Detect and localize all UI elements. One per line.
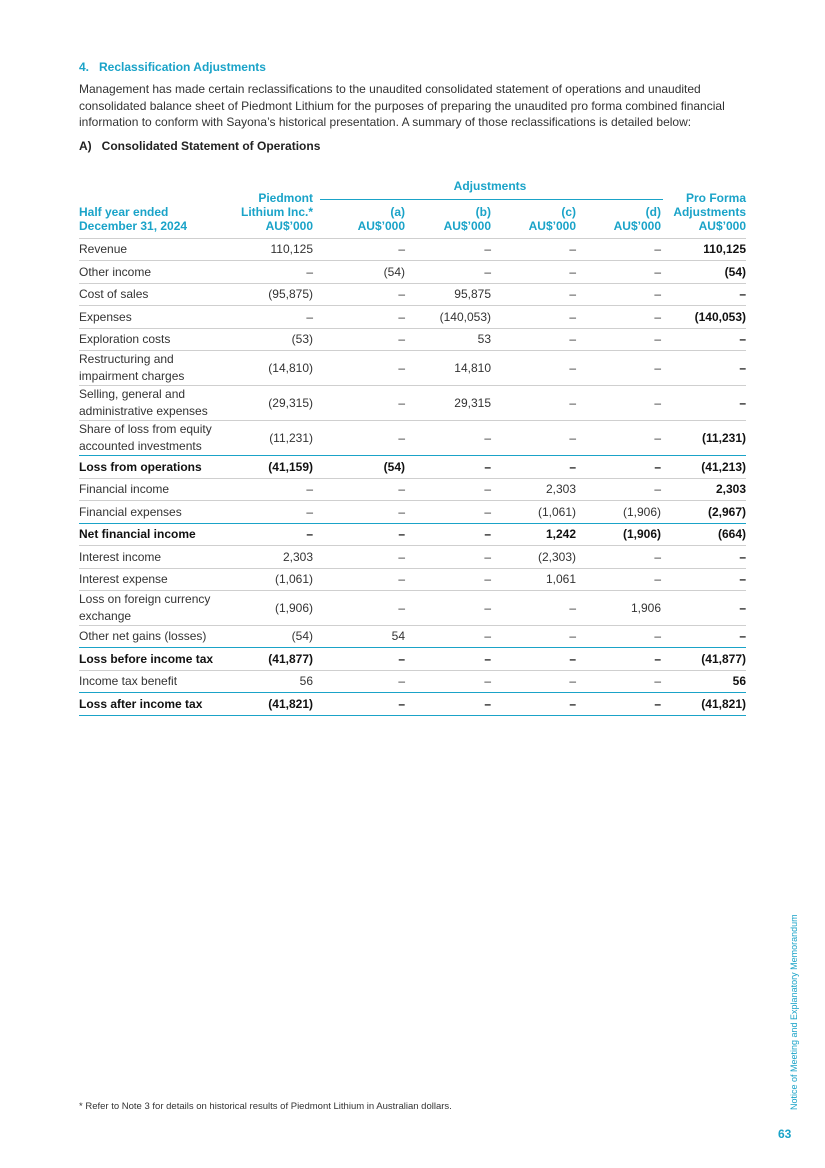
row-label: Loss before income tax bbox=[79, 651, 214, 666]
subsection-number: A) bbox=[79, 139, 92, 153]
table-row bbox=[79, 455, 746, 478]
row-value: (11,231) bbox=[701, 430, 746, 445]
row-value: – bbox=[739, 549, 746, 564]
table-row bbox=[79, 590, 746, 625]
header-adjustments: Adjustments bbox=[453, 179, 527, 193]
row-value: – bbox=[306, 504, 313, 519]
row-value: 1,906 bbox=[630, 600, 661, 615]
subsection-title-text: Consolidated Statement of Operations bbox=[101, 139, 321, 153]
row-label: Net financial income bbox=[79, 527, 196, 541]
row-value: (53) bbox=[291, 332, 313, 346]
row-value: – bbox=[398, 549, 405, 564]
row-value: – bbox=[569, 674, 576, 688]
row-value: – bbox=[569, 332, 576, 346]
row-value: – bbox=[484, 572, 491, 586]
row-value: – bbox=[398, 430, 405, 445]
row-value: – bbox=[398, 395, 405, 410]
table-row bbox=[79, 238, 746, 260]
table-row bbox=[79, 500, 746, 523]
header-col-c bbox=[500, 205, 576, 233]
row-value: – bbox=[654, 459, 661, 474]
row-label: Financial expenses bbox=[79, 504, 182, 519]
header-col-b-line1: (b) bbox=[475, 205, 491, 219]
page-number: 63 bbox=[778, 1127, 792, 1141]
row-value: (664) bbox=[717, 527, 746, 541]
table-row bbox=[79, 385, 746, 420]
row-value: – bbox=[654, 482, 661, 496]
header-col-d-line1: (d) bbox=[645, 205, 661, 219]
row-value: (41,821) bbox=[701, 696, 746, 711]
row-value: – bbox=[569, 264, 576, 279]
header-piedmont-line3: AU$’000 bbox=[265, 219, 313, 233]
header-col-c-line1: (c) bbox=[561, 205, 576, 219]
row-value: 2,303 bbox=[282, 549, 313, 564]
row-value: 29,315 bbox=[454, 395, 491, 410]
row-value: (54) bbox=[383, 264, 405, 279]
row-value: 56 bbox=[732, 674, 746, 688]
row-value: – bbox=[484, 600, 491, 615]
row-label: Selling, general and administrative expenses bbox=[79, 387, 208, 418]
row-value: – bbox=[739, 287, 746, 301]
row-label: Interest expense bbox=[79, 572, 168, 586]
row-value: (1,061) bbox=[274, 572, 313, 586]
statement-table bbox=[79, 238, 746, 716]
row-value: – bbox=[398, 572, 405, 586]
row-value: – bbox=[484, 629, 491, 643]
row-value: (1,906) bbox=[622, 527, 661, 541]
row-value: (2,303) bbox=[537, 549, 576, 564]
row-value: – bbox=[306, 482, 313, 496]
table-row bbox=[79, 625, 746, 647]
header-pro-forma-line1: Pro Forma bbox=[685, 191, 746, 205]
row-value: – bbox=[398, 332, 405, 346]
row-value: (11,231) bbox=[269, 430, 313, 445]
row-label: Interest income bbox=[79, 549, 162, 564]
row-value: – bbox=[398, 309, 405, 324]
table-row bbox=[79, 523, 746, 545]
header-piedmont-line2: Lithium Inc.* bbox=[241, 205, 313, 219]
row-value: – bbox=[484, 674, 491, 688]
row-value: – bbox=[306, 264, 313, 279]
row-value: – bbox=[569, 459, 576, 474]
row-value: (140,053) bbox=[694, 309, 746, 324]
row-value: (41,821) bbox=[268, 696, 313, 711]
header-col-c-line2: AU$’000 bbox=[528, 219, 576, 233]
row-value: 2,303 bbox=[545, 482, 576, 496]
row-value: – bbox=[306, 309, 313, 324]
header-col-a-line1: (a) bbox=[390, 205, 405, 219]
subsection-title bbox=[79, 139, 320, 153]
adjustments-rule bbox=[320, 199, 663, 200]
row-value: – bbox=[398, 600, 405, 615]
row-value: – bbox=[654, 264, 661, 279]
row-label: Loss from operations bbox=[79, 459, 202, 474]
row-value: – bbox=[484, 549, 491, 564]
header-col-a bbox=[330, 205, 405, 233]
row-value: (54) bbox=[724, 264, 746, 279]
row-value: – bbox=[484, 527, 491, 541]
row-value: – bbox=[654, 651, 661, 666]
table-row bbox=[79, 260, 746, 283]
row-value: – bbox=[569, 696, 576, 711]
row-value: – bbox=[398, 527, 405, 541]
row-value: – bbox=[398, 287, 405, 301]
row-value: – bbox=[654, 309, 661, 324]
row-value: – bbox=[484, 482, 491, 496]
intro-paragraph: Management has made certain reclassifications to the unaudited consolidated statement of operations and unaudited consolidated balance sheet of Piedmont Lithium for the purposes of preparing the unaudited pro forma combined financial information to conform with Sayona’s historical presentation. A summary of those reclassifications is detailed below: bbox=[79, 82, 725, 129]
row-value: – bbox=[484, 504, 491, 519]
row-value: (41,213) bbox=[701, 459, 746, 474]
row-value: – bbox=[569, 360, 576, 375]
table-row bbox=[79, 545, 746, 568]
row-value: – bbox=[484, 459, 491, 474]
row-value: (2,967) bbox=[707, 504, 746, 519]
row-value: – bbox=[569, 242, 576, 256]
row-value: (1,906) bbox=[622, 504, 661, 519]
table-row bbox=[79, 328, 746, 350]
row-value: – bbox=[398, 242, 405, 256]
row-value: – bbox=[484, 651, 491, 666]
header-pro-forma-line3: AU$’000 bbox=[698, 219, 746, 233]
header-piedmont-line1: Piedmont bbox=[258, 191, 313, 205]
row-label: Cost of sales bbox=[79, 287, 149, 301]
table-row bbox=[79, 692, 746, 716]
row-value: – bbox=[654, 332, 661, 346]
row-value: – bbox=[484, 696, 491, 711]
header-pro-forma-line2: Adjustments bbox=[673, 205, 746, 219]
row-value: – bbox=[739, 360, 746, 375]
section-title-text: Reclassification Adjustments bbox=[99, 60, 266, 74]
table-row bbox=[79, 420, 746, 455]
table-row bbox=[79, 647, 746, 670]
row-value: – bbox=[654, 572, 661, 586]
table-row bbox=[79, 350, 746, 385]
table-row bbox=[79, 283, 746, 305]
row-value: 1,061 bbox=[545, 572, 576, 586]
row-value: – bbox=[484, 242, 491, 256]
section-number: 4. bbox=[79, 60, 90, 74]
row-value: 95,875 bbox=[454, 287, 491, 301]
table-row bbox=[79, 670, 746, 692]
header-piedmont bbox=[220, 191, 313, 233]
row-value: 56 bbox=[299, 674, 313, 688]
row-value: – bbox=[739, 332, 746, 346]
row-value: – bbox=[398, 674, 405, 688]
row-value: – bbox=[569, 309, 576, 324]
header-period-line1: Half year ended bbox=[79, 205, 169, 219]
row-value: – bbox=[569, 600, 576, 615]
header-col-a-line2: AU$’000 bbox=[357, 219, 405, 233]
header-period-line2: December 31, 2024 bbox=[79, 219, 188, 233]
row-label: Expenses bbox=[79, 309, 132, 324]
row-value: – bbox=[654, 549, 661, 564]
row-label: Financial income bbox=[79, 482, 170, 496]
row-value: – bbox=[569, 629, 576, 643]
row-value: – bbox=[654, 287, 661, 301]
row-label: Exploration costs bbox=[79, 332, 171, 346]
row-value: – bbox=[569, 430, 576, 445]
row-value: 110,125 bbox=[270, 242, 313, 256]
row-label: Share of loss from equity accounted investments bbox=[79, 422, 212, 453]
row-value: 54 bbox=[391, 629, 405, 643]
row-value: (14,810) bbox=[268, 360, 313, 375]
row-value: – bbox=[398, 482, 405, 496]
row-value: – bbox=[654, 395, 661, 410]
row-label: Loss after income tax bbox=[79, 696, 203, 711]
row-value: – bbox=[398, 696, 405, 711]
header-col-d bbox=[585, 205, 661, 233]
row-value: – bbox=[569, 395, 576, 410]
row-label: Other income bbox=[79, 264, 152, 279]
row-value: (29,315) bbox=[268, 395, 313, 410]
row-value: 110,125 bbox=[703, 242, 746, 256]
row-value: 2,303 bbox=[715, 482, 746, 496]
row-value: 1,242 bbox=[545, 527, 576, 541]
row-value: – bbox=[654, 242, 661, 256]
row-value: – bbox=[739, 395, 746, 410]
header-period bbox=[79, 205, 187, 233]
row-value: – bbox=[654, 674, 661, 688]
row-value: – bbox=[739, 572, 746, 586]
row-label: Restructuring and impairment charges bbox=[79, 352, 185, 383]
row-label: Other net gains (losses) bbox=[79, 629, 207, 643]
row-value: – bbox=[398, 504, 405, 519]
row-value: (140,053) bbox=[439, 309, 491, 324]
row-value: – bbox=[654, 360, 661, 375]
row-value: (54) bbox=[383, 459, 405, 474]
row-value: (41,877) bbox=[268, 651, 313, 666]
row-value: – bbox=[484, 264, 491, 279]
footnote: * Refer to Note 3 for details on historical results of Piedmont Lithium in Australian dollars. bbox=[79, 1101, 452, 1112]
row-value: – bbox=[398, 651, 405, 666]
row-value: 14,810 bbox=[454, 360, 491, 375]
header-col-b bbox=[415, 205, 491, 233]
row-label: Revenue bbox=[79, 242, 128, 256]
row-value: 53 bbox=[477, 332, 491, 346]
row-value: (41,877) bbox=[701, 651, 746, 666]
header-col-b-line2: AU$’000 bbox=[443, 219, 491, 233]
row-value: – bbox=[654, 430, 661, 445]
header-col-d-line2: AU$’000 bbox=[613, 219, 661, 233]
table-row bbox=[79, 305, 746, 328]
row-value: (95,875) bbox=[268, 287, 313, 301]
header-pro-forma bbox=[660, 191, 746, 233]
row-value: – bbox=[654, 696, 661, 711]
row-value: (54) bbox=[291, 629, 313, 643]
row-value: – bbox=[398, 360, 405, 375]
row-value: – bbox=[739, 629, 746, 643]
row-value: (1,061) bbox=[537, 504, 576, 519]
row-value: – bbox=[569, 287, 576, 301]
row-value: – bbox=[739, 600, 746, 615]
row-value: (41,159) bbox=[268, 459, 313, 474]
table-row bbox=[79, 568, 746, 590]
table-row bbox=[79, 478, 746, 500]
row-label: Loss on foreign currency exchange bbox=[79, 592, 211, 623]
side-running-title: Notice of Meeting and Explanatory Memorandum bbox=[789, 914, 799, 1110]
row-value: – bbox=[306, 527, 313, 541]
row-value: (1,906) bbox=[274, 600, 313, 615]
row-value: – bbox=[654, 629, 661, 643]
section-title bbox=[79, 60, 266, 74]
row-label: Income tax benefit bbox=[79, 674, 178, 688]
row-value: – bbox=[569, 651, 576, 666]
row-value: – bbox=[484, 430, 491, 445]
